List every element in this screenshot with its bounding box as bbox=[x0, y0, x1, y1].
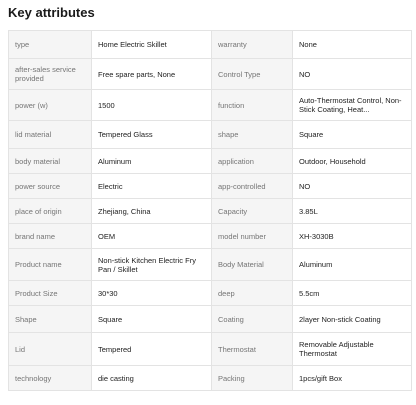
table-row bbox=[9, 281, 412, 306]
attribute-value: Tempered bbox=[92, 333, 212, 366]
attribute-value: NO bbox=[293, 174, 412, 199]
attribute-key: place of origin bbox=[9, 199, 92, 224]
attribute-value: 1pcs/gift Box bbox=[293, 366, 412, 391]
table-row bbox=[9, 149, 412, 174]
attribute-value: None bbox=[293, 31, 412, 59]
attribute-value: NO bbox=[293, 59, 412, 90]
attribute-value: Non-stick Kitchen Electric Fry Pan / Skillet bbox=[92, 249, 212, 281]
attribute-value: Square bbox=[293, 121, 412, 149]
attribute-key: type bbox=[9, 31, 92, 59]
attribute-value: OEM bbox=[92, 224, 212, 249]
attribute-value: Home Electric Skillet bbox=[92, 31, 212, 59]
table-row bbox=[9, 249, 412, 281]
attribute-key: power source bbox=[9, 174, 92, 199]
attribute-key: Coating bbox=[212, 306, 293, 333]
attribute-key: shape bbox=[212, 121, 293, 149]
table-row bbox=[9, 59, 412, 90]
attribute-value: 2layer Non-stick Coating bbox=[293, 306, 412, 333]
attribute-key: lid material bbox=[9, 121, 92, 149]
attribute-key: body material bbox=[9, 149, 92, 174]
attribute-key: function bbox=[212, 90, 293, 121]
attribute-value: Aluminum bbox=[92, 149, 212, 174]
attribute-value: Square bbox=[92, 306, 212, 333]
attribute-key: brand name bbox=[9, 224, 92, 249]
attribute-key: app-controlled bbox=[212, 174, 293, 199]
attribute-value: 1500 bbox=[92, 90, 212, 121]
attribute-value: Tempered Glass bbox=[92, 121, 212, 149]
table-row bbox=[9, 90, 412, 121]
attribute-value: die casting bbox=[92, 366, 212, 391]
attribute-key: Capacity bbox=[212, 199, 293, 224]
attribute-key: warranty bbox=[212, 31, 293, 59]
attribute-key: power (w) bbox=[9, 90, 92, 121]
table-row bbox=[9, 121, 412, 149]
attribute-key: Body Material bbox=[212, 249, 293, 281]
attribute-key: Control Type bbox=[212, 59, 293, 90]
attribute-value: Outdoor, Household bbox=[293, 149, 412, 174]
attribute-key: Shape bbox=[9, 306, 92, 333]
attribute-value: Aluminum bbox=[293, 249, 412, 281]
table-row bbox=[9, 366, 412, 391]
attribute-key: Packing bbox=[212, 366, 293, 391]
attribute-value: 5.5cm bbox=[293, 281, 412, 306]
attribute-key: deep bbox=[212, 281, 293, 306]
attribute-key: Product name bbox=[9, 249, 92, 281]
attribute-key: application bbox=[212, 149, 293, 174]
attribute-key: after-sales service provided bbox=[9, 59, 92, 90]
table-row bbox=[9, 31, 412, 59]
table-row bbox=[9, 333, 412, 366]
attribute-value: XH-3030B bbox=[293, 224, 412, 249]
table-row bbox=[9, 199, 412, 224]
attribute-value: Electric bbox=[92, 174, 212, 199]
attribute-key: Product Size bbox=[9, 281, 92, 306]
attribute-key: technology bbox=[9, 366, 92, 391]
attributes-table bbox=[8, 30, 412, 391]
attribute-key: Thermostat bbox=[212, 333, 293, 366]
attribute-value: Auto-Thermostat Control, Non-Stick Coating, Heat... bbox=[293, 90, 412, 121]
attribute-value: 30*30 bbox=[92, 281, 212, 306]
attribute-value: 3.85L bbox=[293, 199, 412, 224]
section-title: Key attributes bbox=[8, 5, 95, 20]
attribute-value: Zhejiang, China bbox=[92, 199, 212, 224]
attribute-value: Free spare parts, None bbox=[92, 59, 212, 90]
table-row bbox=[9, 306, 412, 333]
table-row bbox=[9, 224, 412, 249]
attribute-value: Removable Adjustable Thermostat bbox=[293, 333, 412, 366]
table-row bbox=[9, 174, 412, 199]
attribute-key: Lid bbox=[9, 333, 92, 366]
attribute-key: model number bbox=[212, 224, 293, 249]
